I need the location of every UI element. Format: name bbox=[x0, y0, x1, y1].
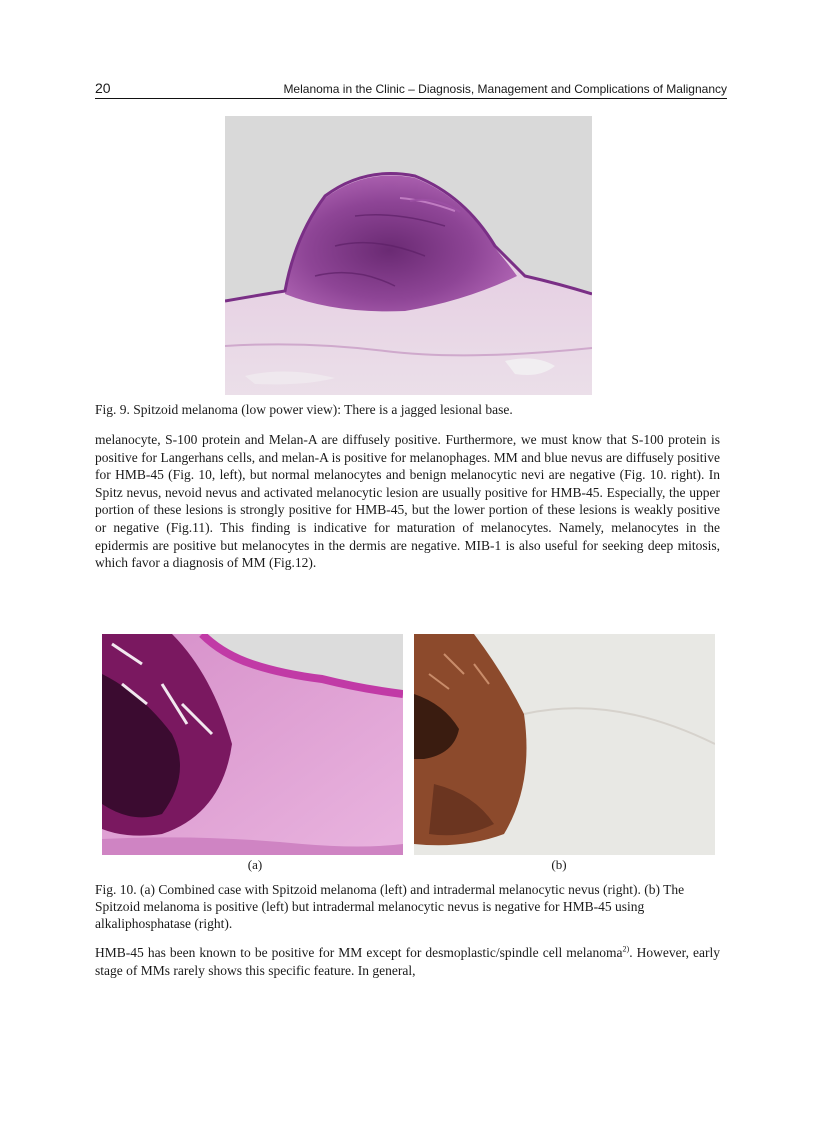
running-title: Melanoma in the Clinic – Diagnosis, Management and Complications of Malignancy bbox=[283, 82, 727, 96]
figure-10b-label: (b) bbox=[551, 857, 567, 872]
figure-10b-image bbox=[414, 634, 715, 855]
figure-9-image bbox=[225, 116, 592, 395]
page-header bbox=[95, 78, 727, 99]
body-paragraph-1: melanocyte, S-100 protein and Melan-A are diffusely positive. Furthermore, we must know that S-100 protein is positive for Langerhans cells, and melan-A is positive for melanophages. MM and blue nevus are diffusely positive for HMB-45 (Fig. 10, left), but normal melanocytes and benign melanocytic nevi are negative (Fig. 10. right). In Spitz nevus, nevoid nevus and activated melanocytic lesion are usually positive for HMB-45. Especially, the upper portion of these lesions is strongly positive for HMB-45, but the lower portion of these lesions is weakly positive or negative (Fig.11). This finding is indicative for maturation of melanocytes. Namely, melanocytes in the epidermis are positive but melanocytes in the dermis are negative. MIB-1 is also useful for seeking deep mitosis, which favor a diagnosis of MM (Fig.12). bbox=[95, 432, 720, 571]
figure-9-caption: Fig. 9. Spitzoid melanoma (low power view): There is a jagged lesional base. bbox=[95, 402, 513, 417]
figure-10-caption: Fig. 10. (a) Combined case with Spitzoid melanoma (left) and intradermal melanocytic nevus (right). (b) The Spitzoid melanoma is positive (left) but intradermal melanocytic nevus is negative for HMB-45 using alkaliphosphatase (right). bbox=[95, 882, 685, 931]
paragraph-2-text-start: HMB-45 has been known to be positive for MM except for desmoplastic/spindle cell melanoma bbox=[95, 945, 623, 960]
citation-superscript: 2) bbox=[622, 944, 630, 954]
figure-10a-label: (a) bbox=[247, 857, 263, 872]
body-paragraph-2 bbox=[95, 944, 720, 979]
paragraph-2-text-end: . However, early stage of MMs rarely shows this specific feature. In general, bbox=[95, 945, 721, 978]
figure-10a-image bbox=[102, 634, 403, 855]
page-number: 20 bbox=[95, 80, 111, 96]
